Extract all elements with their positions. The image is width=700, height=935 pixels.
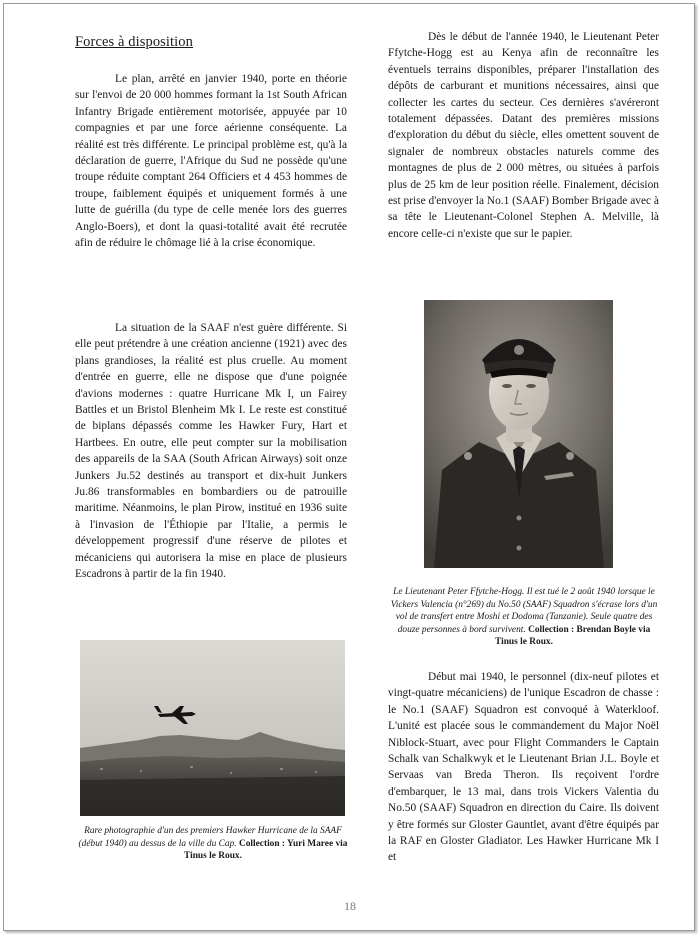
portrait-photo-caption <box>389 586 659 649</box>
left-paragraph-2: La situation de la SAAF n'est guère différente. Si elle peut prétendre à une création ancienne (1921) avec des plans grandioses, la réalité est plus cruelle. Au moment d'entrée en guerre, elle ne dispose que d'une poignée d'avions modernes : quatre Hurricane Mk I, un Fairey Battles et un Bristol Blenheim Mk I. Le reste est constitué de biplans dépassés comme les Hawker Fury, Hart et Hartbees. En outre, elle peut compter sur la mobilisation des appareils de la SAA (South African Airways) soit onze Junkers Ju.52 destinés au transport et dix-huit Junkers Ju.86 transformables en bombardiers ou de patrouille maritime. Néanmoins, le plan Pirow, institué en 1936 suite à l'invasion de l'Éthiopie par l'Italie, a permis le développement progressif d'une réserve de pilotes et mécaniciens qui autorisera la mise en place de plusieurs Escadrons à partir de la fin 1940. <box>75 322 347 581</box>
document-page <box>3 3 695 931</box>
right-paragraph-2: Début mai 1940, le personnel (dix-neuf pilotes et vingt-quatre mécaniciens) de l'unique Escadron de chasse : le No.1 (SAAF) Squadron est convoqué à Waterkloof. L'unité est placée sous le commandement du Major Noël Niblock-Stuart, avec pour Flight Commanders le Captain Schalk van Schalkwyk et le Lieutenant Brian J.L. Boyle et Servaas van Breda Theron. Ils reçoivent l'ordre d'embarquer, le 13 mai, dans trois Vickers Valentia du No.50 (SAAF) Squadron en direction du Caire. Ils doivent y être formés sur Gloster Gauntlet, avant d'être équipés par la RAF en Gloster Gladiator. Les Hawker Hurricane Mk I et <box>388 671 659 864</box>
hurricane-caption-credit: Collection : Yuri Maree via Tinus le Roux. <box>184 838 348 862</box>
right-paragraph-1: Dès le début de l'année 1940, le Lieutenant Peter Ffytche-Hogg est au Kenya afin de reconnaître les éventuels terrains disponibles, préparer l'installation des dépôts de carburant et munitions nécessaires, ainsi que collecter les cartes du secteur. Ces dernières s'avéreront totalement dépassées. Datant des premières missions d'exploration du début du siècle, elles omettent souvent de signaler de nombreux obstacles naturels comme des montagnes de plus de 2 000 mètres, ou situées à parfois plus de 25 km de leur position réelle. Finalement, décision est prise d'envoyer la No.1 (SAAF) Bomber Brigade avec à sa tête le Lieutenant-Colonel Stephen A. Melville, là encore celle-ci n'existe que sur le papier. <box>388 31 659 240</box>
portrait-caption-text: Le Lieutenant Peter Ffytche-Hogg. Il est tué le 2 août 1940 lorsque le Vickers Valencia (n°269) du No.50 (SAAF) Squadron s'écrase lors d'un vol de transfert entre Moshi et Dodoma (Tanzanie). Seule quatre des douze personnes à bord survivent. <box>390 587 658 635</box>
hurricane-photo-caption <box>75 825 351 863</box>
portrait-photo <box>424 300 613 568</box>
portrait-photo-drawing <box>424 300 613 568</box>
left-paragraph-1: Le plan, arrêté en janvier 1940, porte en théorie sur l'envoi de 20 000 hommes formant la 1st South African Infantry Brigade entièrement motorisée, appuyée par 10 compagnies et par une force aérienne conséquente. La réalité est très différente. Le principal problème est, qu'à la déclaration de guerre, l'Afrique du Sud ne possède qu'une troupe réduite comptant 264 Officiers et 4 453 hommes de troupe, faiblement équipés et uniquement formés à une lutte de guérilla (du type de celle menée lors des guerres Anglo-Boers), et dont la quasi-totalité avait été recrutée afin de réduire le chômage lié à la crise économique. <box>75 73 347 250</box>
hurricane-photo-drawing <box>80 640 345 816</box>
portrait-caption-credit: Collection : Brendan Boyle via Tinus le Roux. <box>495 624 651 648</box>
hurricane-photo <box>80 640 345 816</box>
page-number: 18 <box>344 899 356 913</box>
section-heading: Forces à disposition <box>75 34 193 50</box>
hurricane-caption-text: Rare photographie d'un des premiers Hawker Hurricane de la SAAF (début 1940) au dessus de la ville du Cap. <box>78 826 342 849</box>
